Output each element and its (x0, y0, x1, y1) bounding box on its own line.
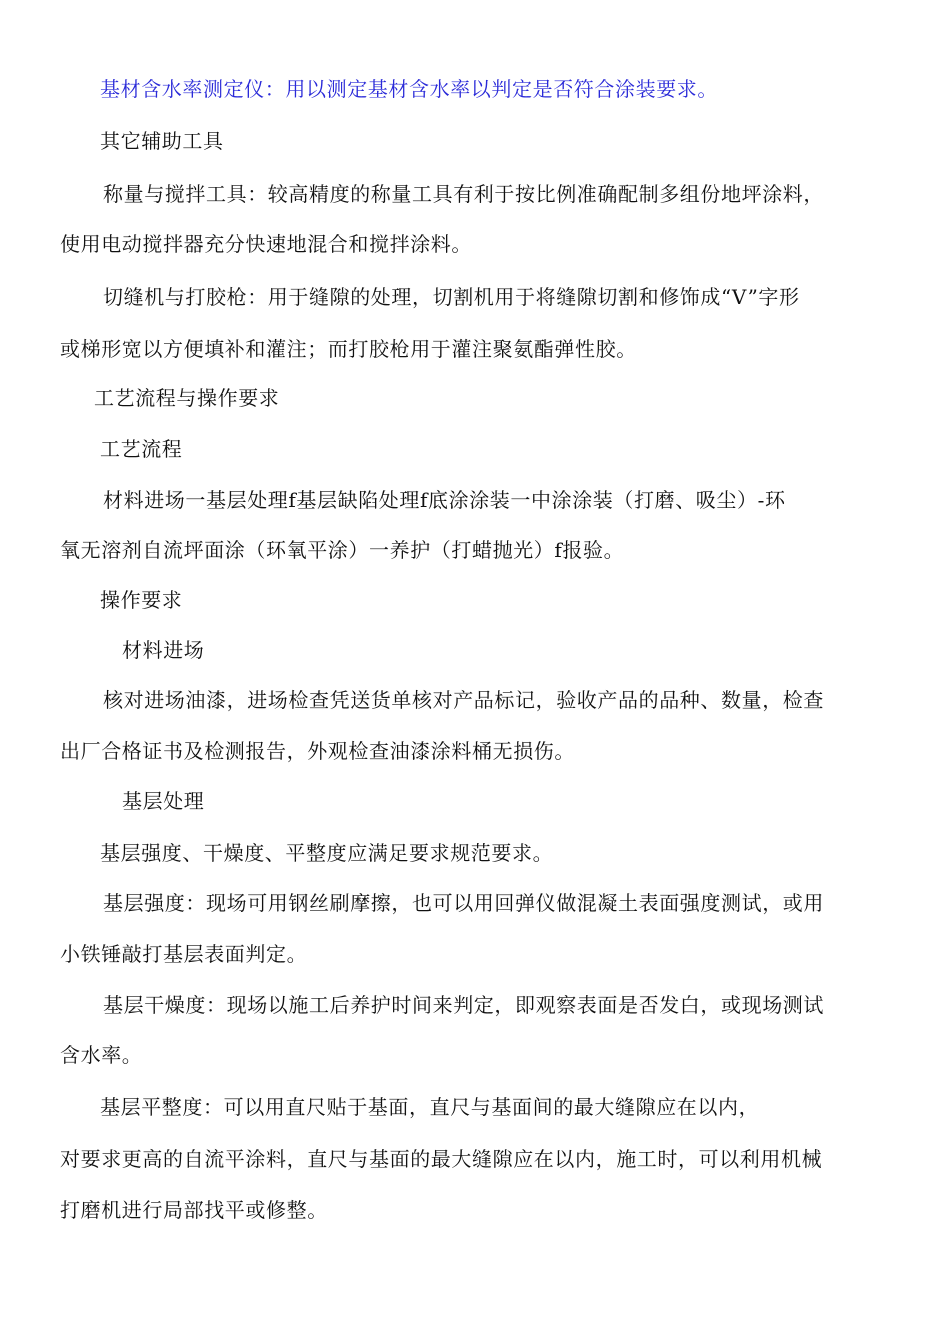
heading-material-entry: 材料进场 (122, 638, 205, 662)
paragraph-material-entry-cont: 出厂合格证书及检测报告，外观检查油漆涂料桶无损伤。 (60, 739, 575, 763)
paragraph-moisture-meter: 基材含水率测定仪：用以测定基材含水率以判定是否符合涂装要求。 (100, 77, 718, 101)
heading-operation-requirements: 操作要求 (100, 588, 183, 612)
heading-process-flow: 工艺流程 (100, 437, 183, 461)
paragraph-weighing-tools: 称量与搅拌工具：较高精度的称量工具有利于按比例准确配制多组份地坪涂料， (103, 182, 824, 206)
paragraph-base-strength-cont: 小铁锤敲打基层表面判定。 (60, 942, 308, 966)
paragraph-process-flow: 材料进场一基层处理f基层缺陷处理f底涂涂装一中涂涂装（打磨、吸尘）-环 (103, 488, 786, 512)
paragraph-base-flatness-end: 打磨机进行局部找平或修整。 (60, 1198, 328, 1222)
paragraph-base-strength: 基层强度：现场可用钢丝刷摩擦，也可以用回弹仪做混凝土表面强度测试，或用 (103, 891, 824, 915)
paragraph-base-flatness-cont: 对要求更高的自流平涂料，直尺与基面的最大缝隙应在以内，施工时，可以利用机械 (60, 1147, 823, 1171)
heading-auxiliary-tools: 其它辅助工具 (100, 129, 224, 153)
paragraph-base-dryness-cont: 含水率。 (60, 1043, 143, 1067)
heading-base-treatment: 基层处理 (122, 789, 205, 813)
paragraph-base-dryness: 基层干燥度：现场以施工后养护时间来判定，即观察表面是否发白，或现场测试 (103, 993, 824, 1017)
paragraph-base-requirements: 基层强度、干燥度、平整度应满足要求规范要求。 (100, 841, 554, 865)
paragraph-weighing-tools-cont: 使用电动搅拌器充分快速地混合和搅拌涂料。 (60, 232, 472, 256)
paragraph-base-flatness: 基层平整度：可以用直尺贴于基面，直尺与基面间的最大缝隙应在以内， (100, 1095, 760, 1119)
paragraph-material-entry: 核对进场油漆，进场检查凭送货单核对产品标记，验收产品的品种、数量，检查 (103, 688, 824, 712)
heading-process-requirements: 工艺流程与操作要求 (94, 386, 280, 410)
paragraph-joint-cutter: 切缝机与打胶枪：用于缝隙的处理，切割机用于将缝隙切割和修饰成“V”字形 (103, 285, 800, 309)
paragraph-process-flow-cont: 氧无溶剂自流坪面涂（环氧平涂）一养护（打蜡抛光）f报验。 (60, 538, 625, 562)
paragraph-joint-cutter-cont: 或梯形宽以方便填补和灌注；而打胶枪用于灌注聚氨酯弹性胶。 (60, 337, 637, 361)
